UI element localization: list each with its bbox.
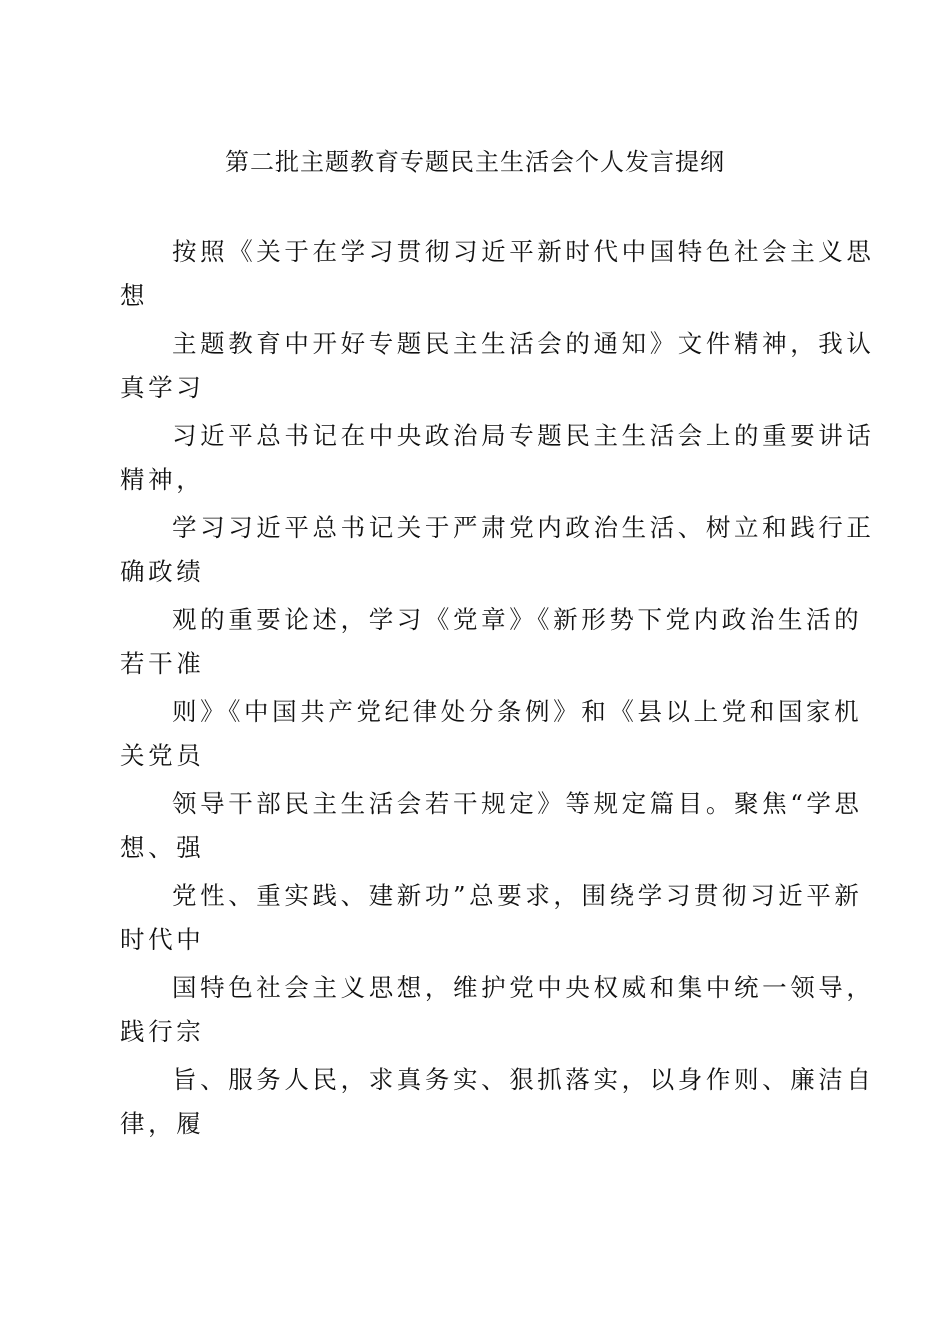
- line-wrap-text: 践行宗: [120, 1017, 205, 1046]
- line-text: 旨、服务人民，求真务实、狠抓落实，以身作则、廉洁自: [172, 1065, 875, 1094]
- line-text: 按照《关于在学习贯彻习近平新时代中国特色社会主义思: [172, 237, 875, 266]
- line-wrap-text: 若干准: [120, 649, 205, 678]
- line-wrap-text: 想、强: [120, 833, 205, 862]
- page-title: 第二批主题教育专题民主生活会个人发言提纲: [225, 148, 725, 176]
- line-wrap-text: 真学习: [120, 373, 205, 402]
- line-wrap-text: 律，履: [120, 1109, 205, 1138]
- line-text: 领导干部民主生活会若干规定》等规定篇目。聚焦“学思: [172, 789, 863, 818]
- paragraph-line: [0, 692, 950, 784]
- line-text: 党性、重实践、建新功”总要求，围绕学习贯彻习近平新: [172, 881, 863, 910]
- line-wrap-text: 关党员: [120, 741, 205, 770]
- paragraph-line: [0, 1060, 950, 1152]
- paragraph-line: [0, 416, 950, 508]
- line-text: 观的重要论述，学习《党章》《新形势下党内政治生活的: [172, 605, 863, 634]
- line-wrap-text: 精神，: [120, 465, 205, 494]
- paragraph-line: [0, 508, 950, 600]
- document-body: [0, 232, 950, 1152]
- line-text: 学习习近平总书记关于严肃党内政治生活、树立和践行正: [172, 513, 875, 542]
- line-wrap-text: 确政绩: [120, 557, 205, 586]
- line-wrap-text: 时代中: [120, 925, 205, 954]
- paragraph-line: [0, 324, 950, 416]
- paragraph-line: [0, 876, 950, 968]
- line-text: 国特色社会主义思想，维护党中央权威和集中统一领导，: [172, 973, 875, 1002]
- paragraph-line: [0, 968, 950, 1060]
- line-wrap-text: 想: [120, 281, 149, 310]
- paragraph-line: [0, 784, 950, 876]
- paragraph-line: [0, 600, 950, 692]
- paragraph-line: [0, 232, 950, 324]
- line-text: 则》《中国共产党纪律处分条例》和《县以上党和国家机: [172, 697, 863, 726]
- line-text: 习近平总书记在中央政治局专题民主生活会上的重要讲话: [172, 421, 875, 450]
- line-text: 主题教育中开好专题民主生活会的通知》文件精神，我认: [172, 329, 875, 358]
